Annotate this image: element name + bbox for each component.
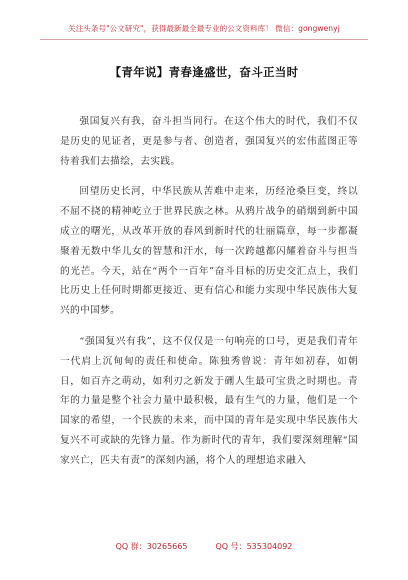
footer-qq-group: QQ 群：30265665 (115, 542, 188, 551)
header-divider (40, 39, 368, 40)
footer-contact (0, 541, 408, 552)
document-title: 【青年说】青春逢盛世，奋斗正当时 (109, 65, 299, 79)
paragraph-2: 回望历史长河，中华民族从苦难中走来，历经沧桑巨变，终以不屈不挠的精神屹立于世界民族之林。从鸦片战争的硝烟到新中国成立的曙光，从改革开放的春风到新时代的壮丽篇章，每一步都凝聚着无数中华儿女的智慧和汗水，每一次跨越都闪耀着奋斗与担当的光芒。今天，站在“两个一百年”奋斗目标的历史交汇点上，我们比历史上任何时期都更接近、更有信心和能力实现中华民族伟大复兴的中国梦。 (60, 186, 358, 317)
footer-qq-number: QQ 号：535304092 (215, 542, 293, 551)
paragraph-3: “强国复兴有我”，这不仅仅是一句响亮的口号，更是我们青年一代肩上沉甸甸的责任和使命。陈独秀曾说：青年如初春，如朝日，如百卉之萌动，如利刃之新发于硎人生最可宝贵之时期也。青年的力量是整个社会力量中最积极，最有生气的力量，他们是一个国家的希望，一个民族的未来，而中国的青年是实现中华民族伟大复兴不可或缺的先锋力量。作为新时代的青年，我们要深刻理解“国家兴亡，匹夫有责”的深刻内涵，将个人的理想追求融入 (60, 335, 358, 466)
paragraph-1: 强国复兴有我，奋斗担当同行。在这个伟大的时代，我们不仅是历史的见证者，更是参与者、创造者，强国复兴的宏伟蓝图正等待着我们去描绘，去实践。 (60, 116, 358, 167)
header-notice: 关注头条号"公文研究"，获得最新最全最专业的公文资料库！ 微信：gongwenyj (68, 24, 340, 33)
document-body (60, 112, 358, 482)
